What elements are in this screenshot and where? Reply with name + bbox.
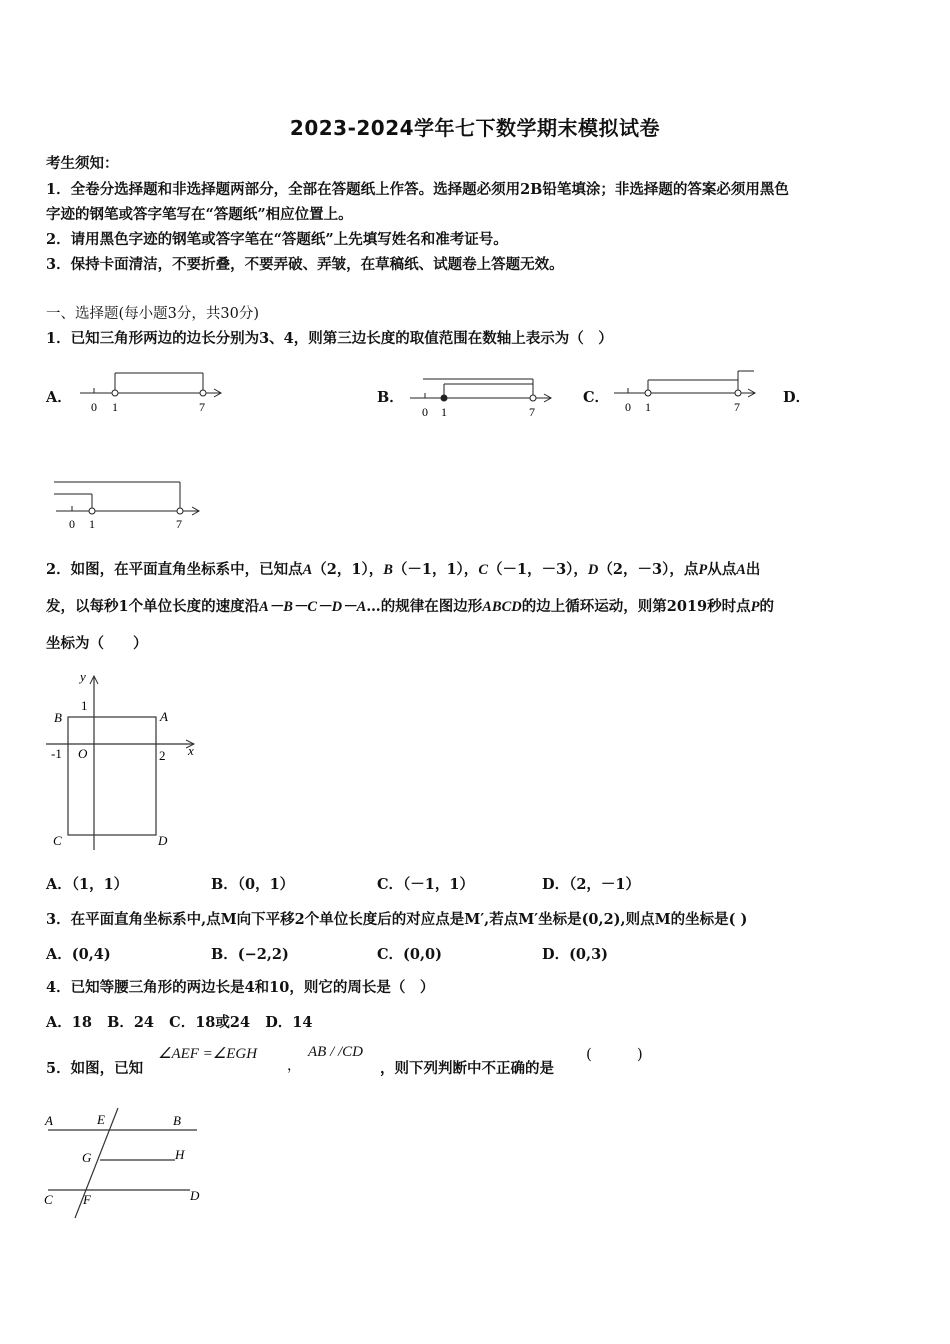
page-title: 2023-2024学年七下数学期末模拟试卷 (289, 116, 661, 140)
svg-text:C: C (44, 1192, 53, 1207)
q3-option-d: D．(0,3) (542, 946, 609, 963)
svg-text:0: 0 (422, 405, 428, 419)
svg-text:0: 0 (91, 400, 97, 414)
notice-line-1b: 字迹的钢笔或答字笔写在“答题纸”相应位置上。 (46, 206, 353, 223)
section-heading: 一、选择题(每小题3分，共30分) (46, 306, 259, 322)
q5-paren: ( ) (586, 1045, 643, 1063)
svg-text:0: 0 (69, 517, 75, 531)
q3-option-b: B．(−2,2) (211, 946, 289, 963)
svg-text:7: 7 (734, 400, 740, 414)
svg-text:A: A (45, 1113, 53, 1128)
svg-text:1: 1 (441, 405, 447, 419)
svg-text:H: H (175, 1147, 185, 1162)
q5-prefix: 5．如图，已知 (46, 1060, 144, 1077)
q1-option-b-numberline (408, 372, 558, 424)
svg-text:A: A (160, 709, 168, 724)
svg-text:D: D (190, 1188, 200, 1203)
q5-condition-parallel: AB / /CD (308, 1044, 363, 1060)
svg-text:F: F (83, 1192, 91, 1207)
q2-coordinate-figure (46, 664, 206, 854)
svg-text:B: B (173, 1113, 181, 1128)
q2-option-a: A．（1，1） (46, 876, 129, 893)
svg-text:1: 1 (645, 400, 651, 414)
q3-option-c: C．(0,0) (377, 946, 442, 963)
q1-option-d-numberline (52, 474, 207, 532)
q1-option-c-numberline (612, 365, 762, 420)
svg-text:7: 7 (529, 405, 535, 419)
q2-line-3: 坐标为（ ） (46, 635, 148, 652)
svg-text:1: 1 (81, 698, 88, 713)
q1-option-b-label: B． (377, 389, 404, 406)
q2-line-2: 发，以每秒1个单位长度的速度沿A－B－C－D－A…的规律在图边形ABCD的边上循环运动，则第2019秒时点P的 (46, 598, 774, 615)
svg-text:B: B (54, 710, 62, 725)
svg-text:-1: -1 (51, 746, 62, 761)
svg-text:E: E (97, 1112, 105, 1127)
svg-text:y: y (80, 669, 86, 684)
q1-option-a-label: A． (46, 389, 72, 406)
svg-text:0: 0 (625, 400, 631, 414)
q5-suffix: ，则下列判断中不正确的是 (380, 1060, 554, 1077)
q1-stem: 1．已知三角形两边的边长分别为3、4，则第三边长度的取值范围在数轴上表示为（ ） (46, 330, 613, 347)
svg-text:2: 2 (159, 748, 166, 763)
notice-line-2: 2．请用黑色字迹的钢笔或答字笔在“答题纸”上先填写姓名和准考证号。 (46, 231, 508, 248)
q2-line-1: 2．如图，在平面直角坐标系中，已知点A（2，1），B（－1，1），C（－1，－3），D（2，－3），点P从点A出 (46, 561, 761, 578)
svg-text:1: 1 (89, 517, 95, 531)
q2-option-c: C．（－1，1） (377, 876, 474, 893)
q3-option-a: A．(0,4) (46, 946, 111, 963)
q1-option-a-numberline (78, 365, 228, 420)
svg-text:C: C (53, 833, 62, 848)
svg-text:G: G (82, 1150, 92, 1165)
q1-option-c-label: C． (583, 389, 610, 406)
q4-options: A．18 B．24 C．18或24 D．14 (46, 1014, 313, 1031)
notice-heading: 考生须知： (46, 155, 119, 172)
notice-line-1: 1．全卷分选择题和非选择题两部分，全部在答题纸上作答。选择题必须用2B铅笔填涂；非选择题的答案必须用黑色 (46, 181, 789, 198)
svg-text:O: O (78, 746, 88, 761)
svg-text:x: x (188, 743, 194, 758)
svg-text:D: D (158, 833, 168, 848)
q5-comma: ， (287, 1058, 301, 1074)
notice-line-3: 3．保持卡面清洁，不要折叠，不要弄破、弄皱，在草稿纸、试题卷上答题无效。 (46, 256, 564, 273)
q5-condition-angle: ∠AEF =∠EGH (158, 1046, 258, 1062)
svg-text:1: 1 (112, 400, 118, 414)
q4-stem: 4．已知等腰三角形的两边长是4和10，则它的周长是（ ） (46, 979, 435, 996)
q3-stem: 3．在平面直角坐标系中,点M向下平移2个单位长度后的对应点是M′,若点M′坐标是(0,2),则点M的坐标是( ) (46, 911, 748, 928)
q2-option-d: D．（2，－1） (542, 876, 641, 893)
svg-text:7: 7 (199, 400, 205, 414)
svg-text:7: 7 (176, 517, 182, 531)
q5-parallel-lines-figure (40, 1100, 215, 1225)
q1-option-d-label: D． (783, 389, 811, 406)
q2-option-b: B．（0，1） (211, 876, 295, 893)
